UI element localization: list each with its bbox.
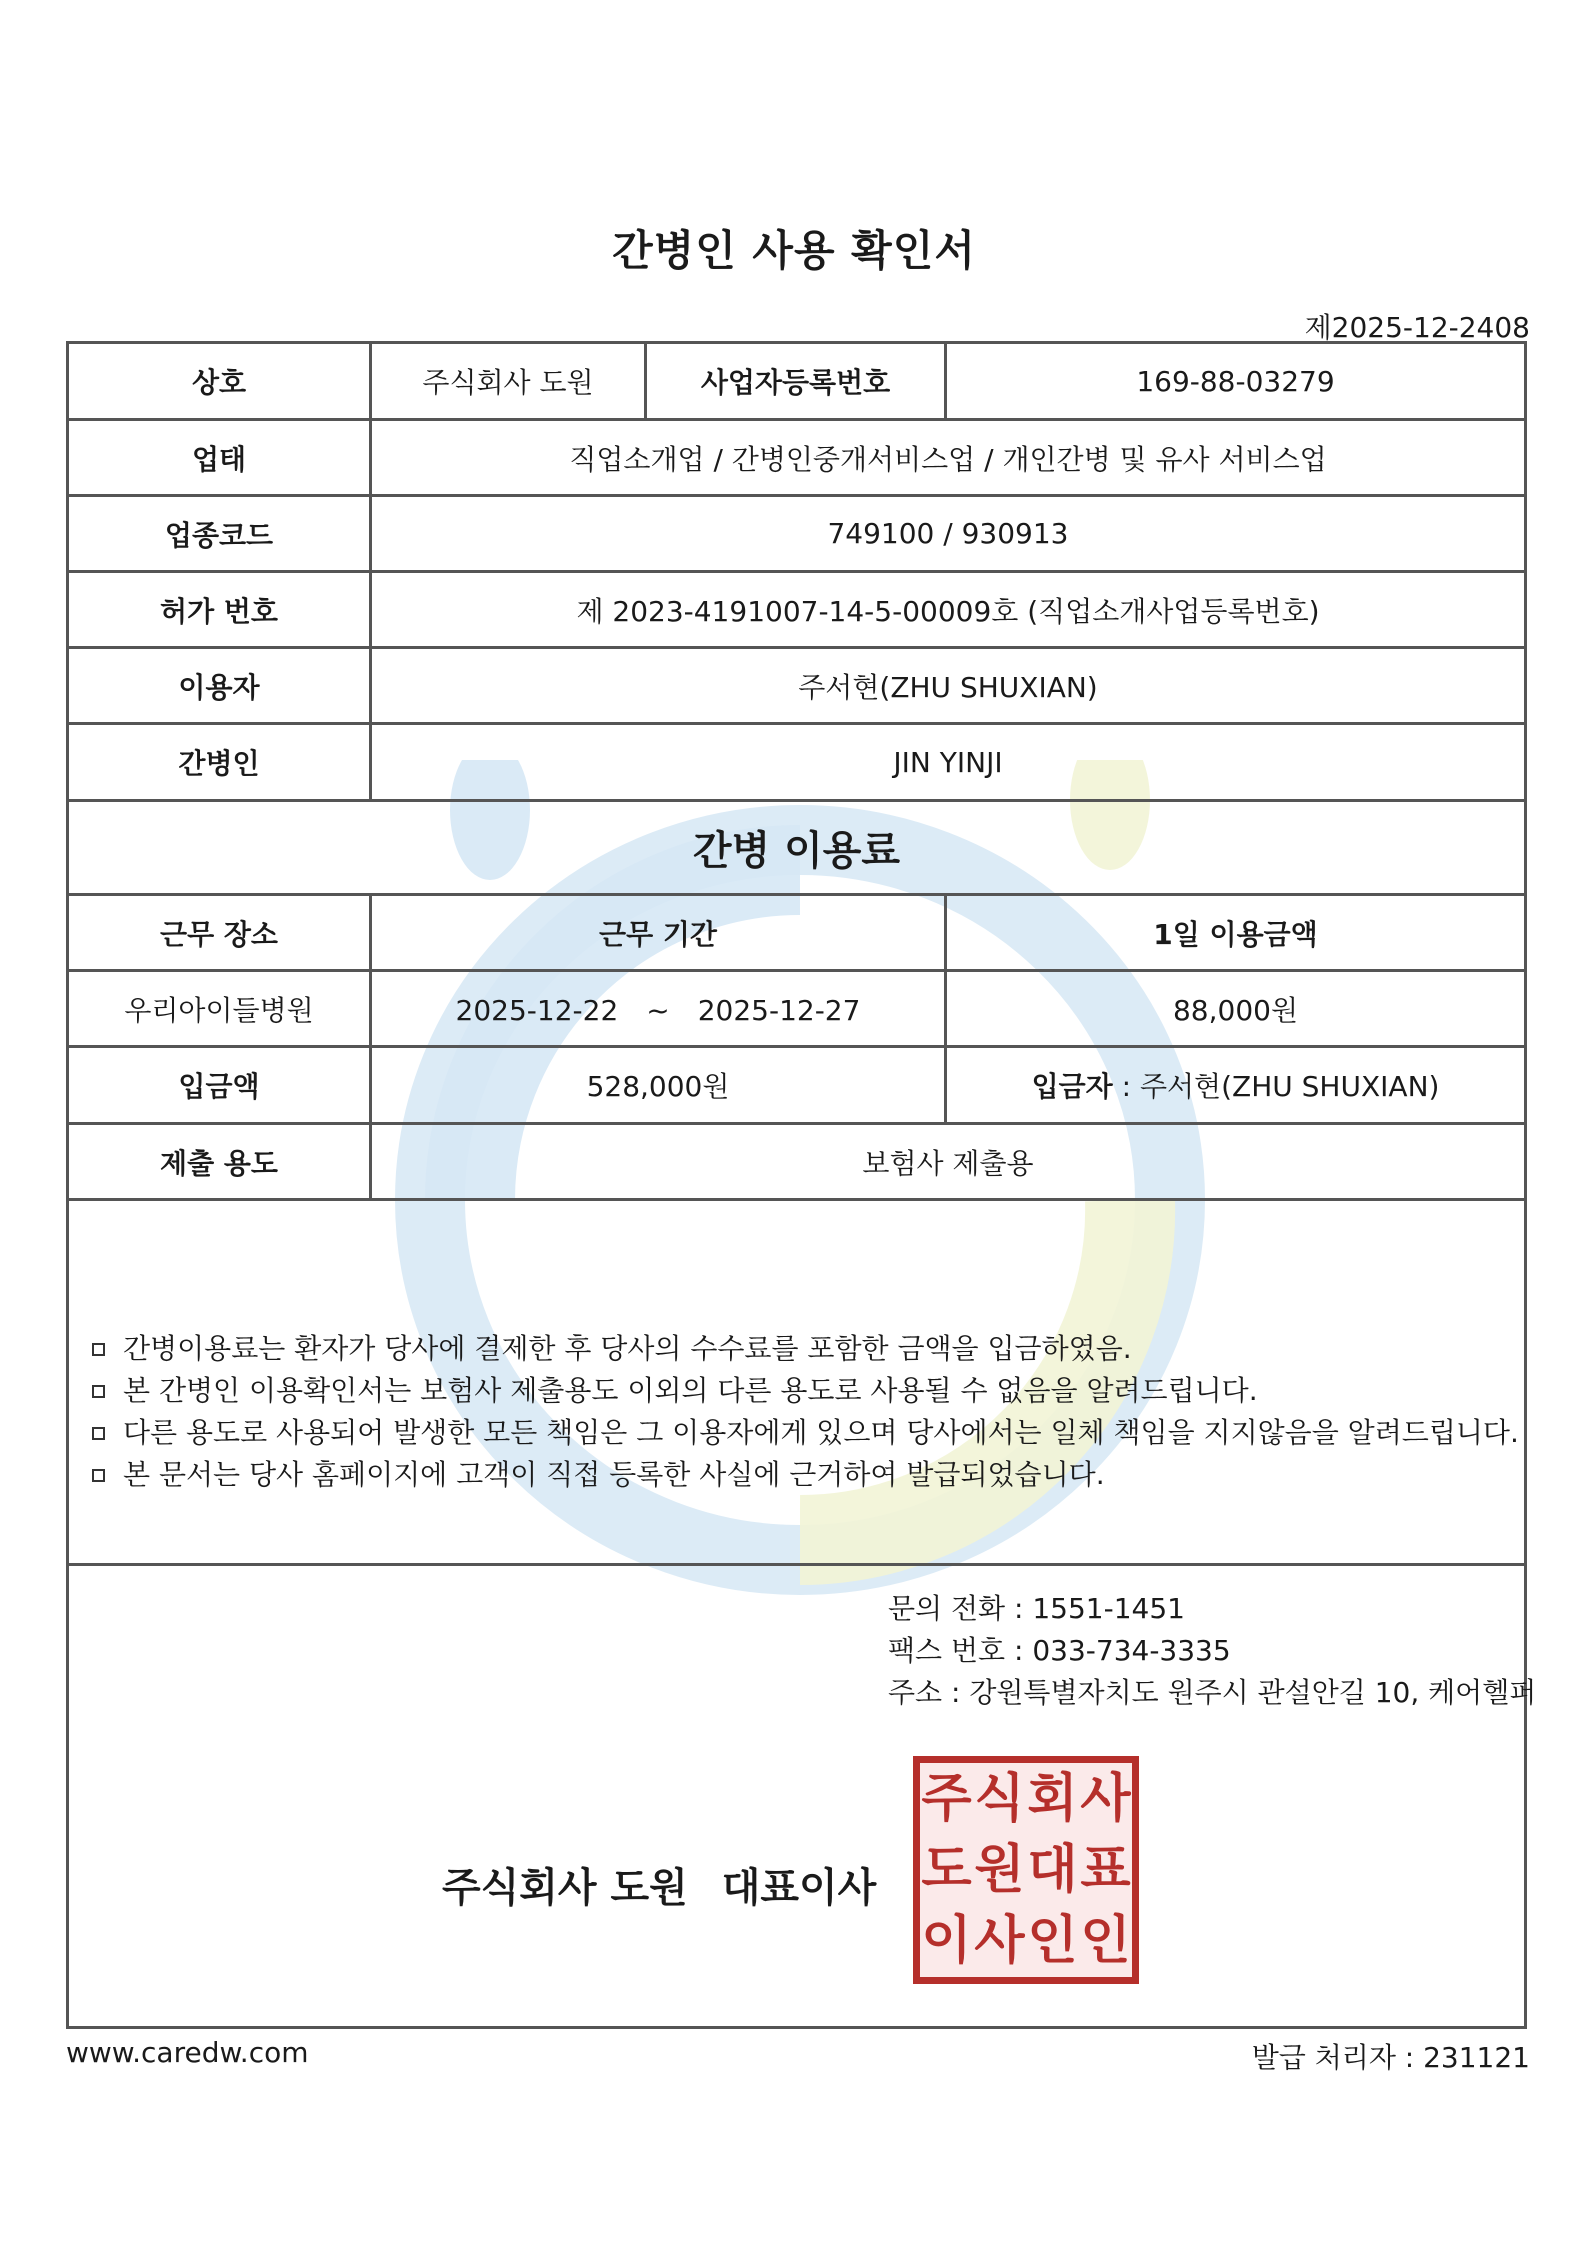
document-title: 간병인 사용 확인서 (612, 226, 976, 275)
website-link[interactable]: www.caredw.com (66, 2036, 309, 2069)
fee-section-title: 간병 이용료 (66, 799, 1527, 896)
contact-fax: 팩스 번호 : 033-734-3335 (888, 1634, 1231, 1667)
document-number: 제2025-12-2408 (1304, 311, 1530, 344)
contact-info (888, 1588, 1536, 1714)
workplace-value: 우리아이들병원 (66, 969, 372, 1048)
note-item: 본 간병인 이용확인서는 보험사 제출용도 이외의 다른 용도로 사용될 수 없음을 알려드립니다. (90, 1370, 1519, 1412)
company-seal: 주 식 회 사 도 원 대 표 이 사 인 인 (913, 1756, 1139, 1984)
signature-company: 주식회사 도원 (442, 1865, 688, 1911)
period-value: 2025-12-22 ~ 2025-12-27 (369, 969, 947, 1048)
daily-amount-value: 88,000원 (944, 969, 1527, 1048)
industry-code-label: 업종코드 (66, 494, 372, 573)
note-item: 본 문서는 당사 홈페이지에 고객이 직접 등록한 사실에 근거하여 발급되었습니다. (90, 1454, 1519, 1496)
contact-address: 주소 : 강원특별자치도 원주시 관설안길 10, 케어헬퍼 (888, 1676, 1537, 1709)
square-bullet-icon (92, 1343, 105, 1356)
issuer-info: 발급 처리자 : 231121 (1251, 2041, 1530, 2074)
daily-amount-label: 1일 이용금액 (944, 893, 1527, 972)
notes-list (90, 1328, 1519, 1496)
purpose-label: 제출 용도 (66, 1122, 372, 1201)
permit-value: 제 2023-4191007-14-5-00009호 (직업소개사업등록번호) (369, 570, 1527, 649)
caregiver-value: JIN YINJI (369, 722, 1527, 802)
permit-label: 허가 번호 (66, 570, 372, 649)
note-item: 다른 용도로 사용되어 발생한 모든 책임은 그 이용자에게 있으며 당사에서는 일체 책임을 지지않음을 알려드립니다. (90, 1412, 1519, 1454)
caregiver-label: 간병인 (66, 722, 372, 802)
note-item: 간병이용료는 환자가 당사에 결제한 후 당사의 수수료를 포함한 금액을 입금하였음. (90, 1328, 1519, 1370)
business-type-label: 업태 (66, 418, 372, 497)
signature-line (442, 1856, 910, 1913)
square-bullet-icon (92, 1469, 105, 1482)
signature-role: 대표이사 (721, 1865, 877, 1911)
company-label: 상호 (66, 341, 372, 421)
period-label: 근무 기간 (369, 893, 947, 972)
depositor-label: 입금자 (1031, 1070, 1113, 1103)
deposit-label: 입금액 (66, 1045, 372, 1125)
industry-code-value: 749100 / 930913 (369, 494, 1527, 573)
user-label: 이용자 (66, 646, 372, 725)
deposit-value: 528,000원 (369, 1045, 947, 1125)
contact-phone: 문의 전화 : 1551-1451 (888, 1592, 1185, 1625)
depositor-cell (944, 1045, 1527, 1125)
purpose-value: 보험사 제출용 (369, 1122, 1527, 1201)
depositor-value: : 주서현(ZHU SHUXIAN) (1112, 1070, 1440, 1103)
user-value: 주서현(ZHU SHUXIAN) (369, 646, 1527, 725)
workplace-label: 근무 장소 (66, 893, 372, 972)
square-bullet-icon (92, 1385, 105, 1398)
biz-reg-value: 169-88-03279 (944, 341, 1527, 421)
biz-reg-label: 사업자등록번호 (644, 341, 947, 421)
company-value: 주식회사 도원 (369, 341, 647, 421)
business-type-value: 직업소개업 / 간병인중개서비스업 / 개인간병 및 유사 서비스업 (369, 418, 1527, 497)
square-bullet-icon (92, 1427, 105, 1440)
